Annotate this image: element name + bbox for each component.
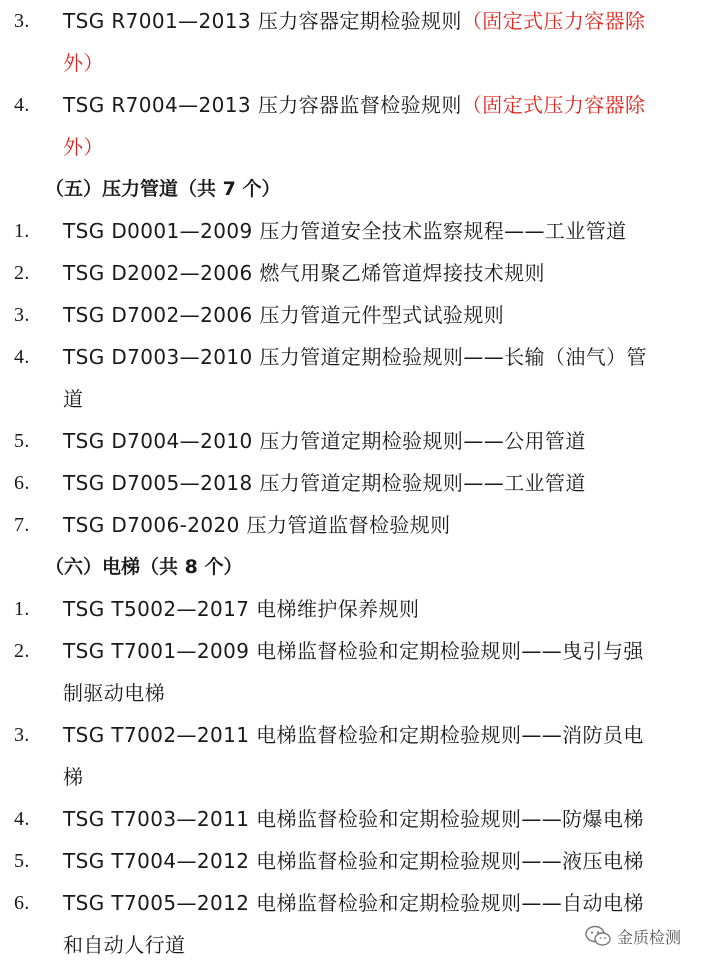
item-text-continued: 和自动人行道 [63, 933, 186, 957]
exception-note: （固定式压力容器除 [461, 9, 646, 33]
item-number: 1. [14, 598, 30, 620]
item-text: TSG T7002—2011 电梯监督检验和定期检验规则——消防员电 [63, 723, 644, 747]
item-text: TSG T5002—2017 电梯维护保养规则 [63, 597, 420, 621]
item-text: TSG D7002—2006 压力管道元件型式试验规则 [63, 303, 505, 327]
exception-note-continued: 外） [63, 51, 104, 75]
item-text: TSG D7004—2010 压力管道定期检验规则——公用管道 [63, 429, 586, 453]
item-number: 2. [14, 640, 30, 662]
item-number: 4. [14, 346, 30, 368]
item-text: TSG T7005—2012 电梯监督检验和定期检验规则——自动电梯 [63, 891, 644, 915]
item-text-continued: 制驱动电梯 [63, 681, 165, 705]
item-text: TSG D0001—2009 压力管道安全技术监察规程——工业管道 [63, 219, 627, 243]
watermark-text: 金质检测 [617, 927, 682, 947]
item-number: 7. [14, 514, 30, 536]
item-text: TSG D7006-2020 压力管道监督检验规则 [63, 513, 451, 537]
item-number: 3. [14, 10, 30, 32]
item-number: 1. [14, 220, 30, 242]
item-text: TSG R7004—2013 压力容器监督检验规则（固定式压力容器除 [63, 93, 646, 117]
exception-note-continued: 外） [63, 135, 104, 159]
item-number: 5. [14, 430, 30, 452]
section-heading-elevators: （六）电梯（共 8 个） [45, 556, 243, 578]
item-text: TSG D7003—2010 压力管道定期检验规则——长输（油气）管 [63, 345, 647, 369]
item-number: 4. [14, 808, 30, 830]
item-number: 3. [14, 724, 30, 746]
item-text: TSG D7005—2018 压力管道定期检验规则——工业管道 [63, 471, 586, 495]
section-heading-pressure-piping: （五）压力管道（共 7 个） [45, 178, 281, 200]
item-text: TSG T7001—2009 电梯监督检验和定期检验规则——曳引与强 [63, 639, 644, 663]
item-text-continued: 道 [63, 387, 84, 411]
wechat-icon [585, 925, 611, 947]
item-text: TSG R7001—2013 压力容器定期检验规则（固定式压力容器除 [63, 9, 646, 33]
item-number: 6. [14, 892, 30, 914]
item-number: 6. [14, 472, 30, 494]
exception-note: （固定式压力容器除 [461, 93, 646, 117]
item-number: 5. [14, 850, 30, 872]
item-number: 2. [14, 262, 30, 284]
item-number: 4. [14, 94, 30, 116]
item-text: TSG T7003—2011 电梯监督检验和定期检验规则——防爆电梯 [63, 807, 644, 831]
item-text: TSG T7004—2012 电梯监督检验和定期检验规则——液压电梯 [63, 849, 644, 873]
item-text: TSG D2002—2006 燃气用聚乙烯管道焊接技术规则 [63, 261, 545, 285]
item-number: 3. [14, 304, 30, 326]
watermark [585, 922, 681, 950]
item-text-continued: 梯 [63, 765, 84, 789]
